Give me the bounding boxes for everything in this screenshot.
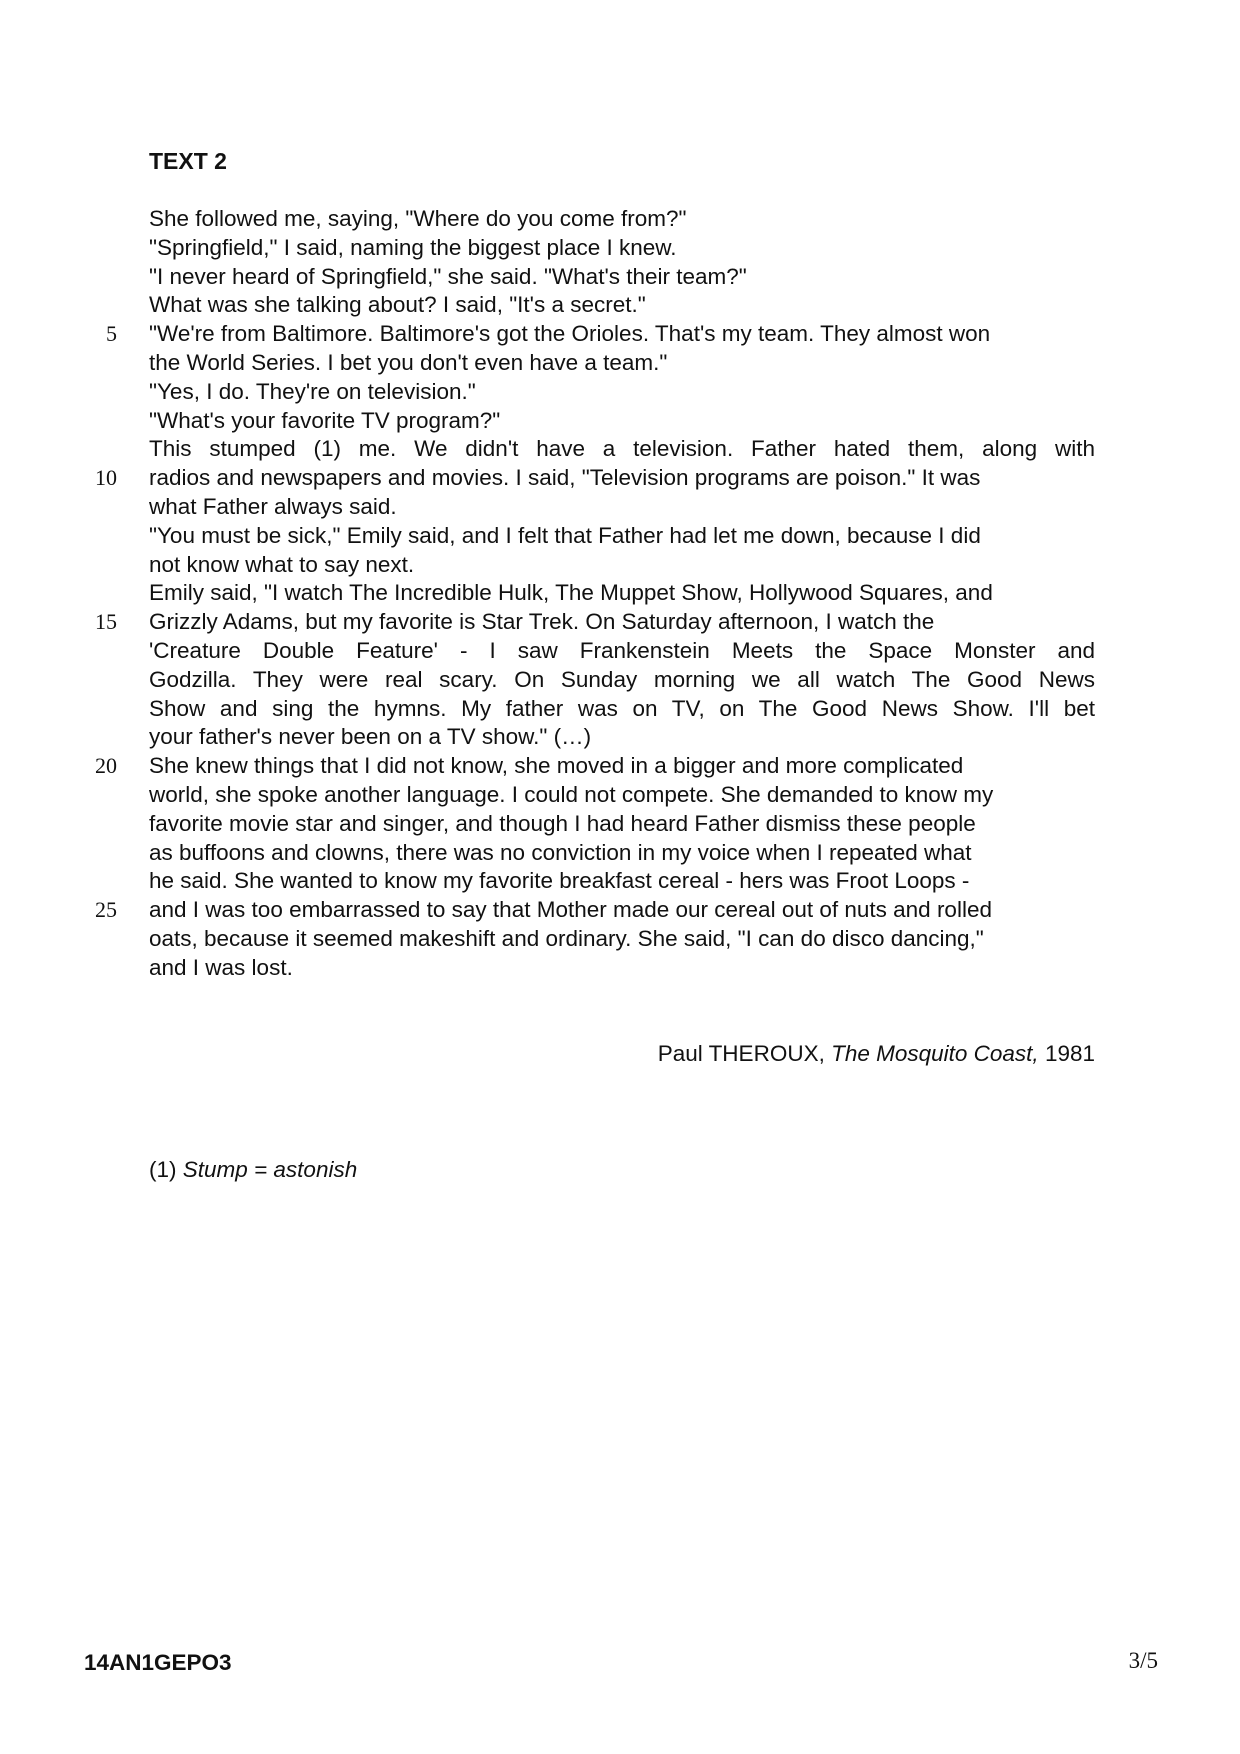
- text-line: Grizzly Adams, but my favorite is Star Trek. On Saturday afternoon, I watch the: [149, 609, 935, 635]
- footnote: [149, 1156, 357, 1184]
- book-title: The Mosquito Coast,: [831, 1041, 1039, 1066]
- text-line: 'Creature Double Feature' - I saw Frankenstein Meets the Space Monster and: [149, 637, 1095, 663]
- author-name: Paul THEROUX,: [657, 1041, 832, 1066]
- text-line: Emily said, "I watch The Incredible Hulk, The Muppet Show, Hollywood Squares, and: [149, 580, 993, 606]
- text-line: "What's your favorite TV program?": [149, 407, 501, 433]
- text-line: the World Series. I bet you don't even have a team.": [149, 349, 668, 375]
- text-line: favorite movie star and singer, and though I had heard Father dismiss these people: [149, 810, 976, 836]
- line-number: 10: [95, 465, 117, 491]
- text-line: She knew things that I did not know, she moved in a bigger and more complicated: [149, 753, 964, 779]
- passage-text: [95, 205, 1095, 983]
- text-line: what Father always said.: [149, 493, 397, 519]
- text-line: What was she talking about? I said, "It's a secret.": [149, 292, 646, 318]
- page-number: 3/5: [1128, 1648, 1158, 1673]
- text-line: "Yes, I do. They're on television.": [149, 378, 476, 404]
- text-line: world, she spoke another language. I could not compete. She demanded to know my: [149, 781, 994, 807]
- text-line: "You must be sick," Emily said, and I felt that Father had let me down, because I did: [149, 522, 981, 548]
- text-line: and I was too embarrassed to say that Mother made our cereal out of nuts and rolled: [149, 897, 992, 923]
- footnote-marker: (1): [149, 1157, 183, 1182]
- text-line: radios and newspapers and movies. I said, "Television programs are poison." It was: [149, 465, 981, 491]
- footnote-text: Stump = astonish: [182, 1157, 358, 1182]
- text-line: "Springfield," I said, naming the biggest place I knew.: [149, 234, 677, 260]
- text-line-row: [95, 464, 1095, 493]
- line-number: 20: [95, 753, 117, 779]
- text-line: oats, because it seemed makeshift and ordinary. She said, "I can do disco dancing,": [149, 925, 984, 951]
- line-number: 25: [95, 897, 117, 923]
- line-number: 5: [106, 321, 117, 347]
- text-line: he said. She wanted to know my favorite breakfast cereal - hers was Froot Loops -: [149, 868, 970, 894]
- document-code: 14AN1GEPO3: [84, 1650, 232, 1675]
- text-line: This stumped (1) me. We didn't have a television. Father hated them, along with: [149, 436, 1095, 462]
- source-attribution: [658, 1040, 1095, 1068]
- text-line: your father's never been on a TV show." (…): [149, 724, 592, 750]
- line-number: 15: [95, 609, 117, 635]
- text-line: She followed me, saying, "Where do you come from?": [149, 206, 687, 231]
- section-title: TEXT 2: [149, 148, 227, 174]
- text-line: Show and sing the hymns. My father was on TV, on The Good News Show. I'll bet: [149, 695, 1095, 721]
- text-line-row: [106, 320, 1095, 349]
- text-line-row: [95, 752, 1095, 781]
- text-line-row: [95, 608, 1095, 637]
- text-line: not know what to say next.: [149, 551, 415, 577]
- text-line-row: [95, 896, 1095, 925]
- text-line: and I was lost.: [149, 954, 293, 980]
- text-line: as buffoons and clowns, there was no conviction in my voice when I repeated what: [149, 839, 972, 865]
- text-line: "We're from Baltimore. Baltimore's got the Orioles. That's my team. They almost won: [149, 321, 991, 347]
- text-line: "I never heard of Springfield," she said. "What's their team?": [149, 263, 747, 289]
- text-line: Godzilla. They were real scary. On Sunday morning we all watch The Good News: [149, 666, 1095, 692]
- publication-year: 1981: [1038, 1041, 1095, 1066]
